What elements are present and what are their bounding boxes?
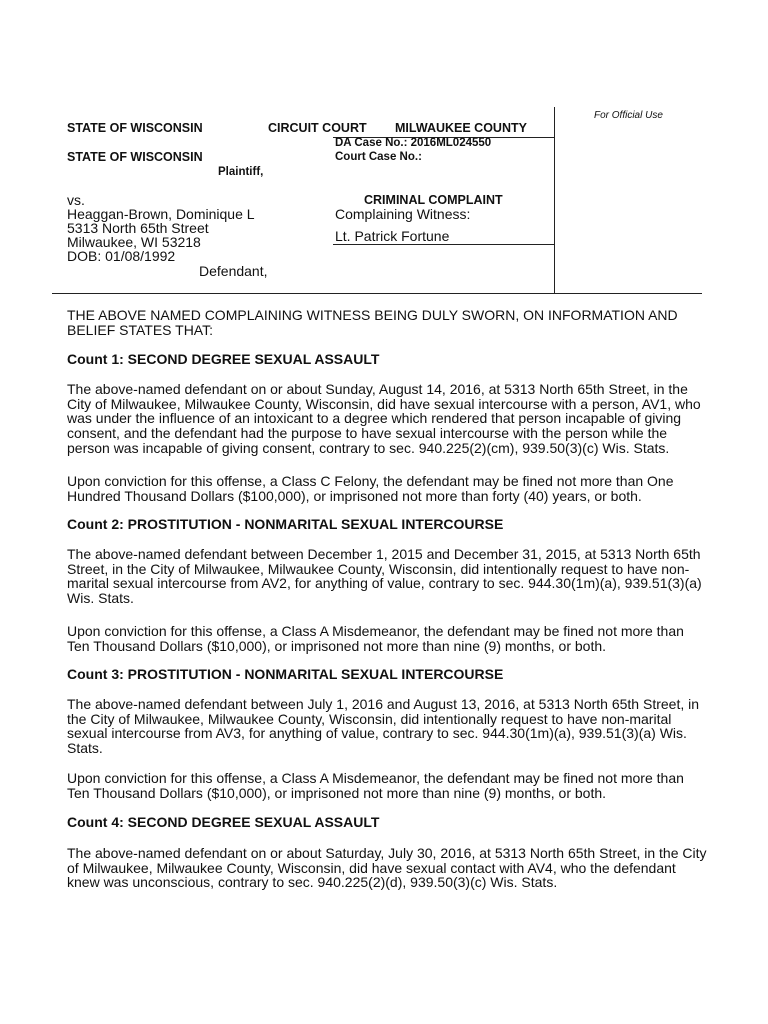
count-2-penalty xyxy=(67,624,684,653)
text-line: of Milwaukee, Milwaukee County, Wisconsin, did have sexual contact with AV4, who the defendant xyxy=(67,859,676,876)
text-line: The above-named defendant between December 1, 2015 and December 31, 2015, at 5313 North 65th xyxy=(67,546,701,562)
text-line: The above-named defendant on or about Sunday, August 14, 2016, at 5313 North 65th Street, in the xyxy=(67,381,688,397)
text-line: the City of Milwaukee, Milwaukee County, Wisconsin, did intentionally request to have non-marital xyxy=(67,710,672,727)
defendant-address-city: Milwaukee, WI 53218 xyxy=(67,234,201,250)
text-line: Upon conviction for this offense, a Class A Misdemeanor, the defendant may be fined not more than xyxy=(67,770,684,786)
count-1-charge xyxy=(67,382,701,456)
divider xyxy=(554,107,555,293)
state-label: STATE OF WISCONSIN xyxy=(67,121,203,135)
count-4-heading: Count 4: SECOND DEGREE SEXUAL ASSAULT xyxy=(67,814,380,830)
da-case-number: DA Case No.: 2016ML024550 xyxy=(335,137,492,149)
text-line: consent, and the defendant had the purpose to have sexual intercourse with the person while the xyxy=(67,425,668,442)
text-line: City of Milwaukee, Milwaukee County, Wisconsin, did have sexual intercourse with a person, AV1, who xyxy=(67,395,701,412)
text-line: was under the influence of an intoxicant to a degree which rendered that person incapable of giving xyxy=(67,410,682,427)
text-line: Hundred Thousand Dollars ($100,000), or imprisoned not more than forty (40) years, or both. xyxy=(67,487,642,504)
count-3-charge xyxy=(67,697,699,756)
plaintiff-name: STATE OF WISCONSIN xyxy=(67,150,203,164)
vs-label: vs. xyxy=(67,192,85,208)
text-line: The above-named defendant on or about Saturday, July 30, 2016, at 5313 North 65th Street, in the City xyxy=(67,845,707,861)
count-4-charge xyxy=(67,846,707,890)
county-label: MILWAUKEE COUNTY xyxy=(395,121,527,135)
count-1-heading: Count 1: SECOND DEGREE SEXUAL ASSAULT xyxy=(67,351,380,367)
witness-name: Lt. Patrick Fortune xyxy=(335,228,450,244)
text-line: Upon conviction for this offense, a Class C Felony, the defendant may be fined not more than One xyxy=(67,473,674,489)
text-line: Street, in the City of Milwaukee, Milwaukee County, Wisconsin, did intentionally request to have non- xyxy=(67,560,690,577)
defendant-address-street: 5313 North 65th Street xyxy=(67,220,209,236)
official-use-label: For Official Use xyxy=(594,110,663,121)
text-line: knew was unconscious, contrary to sec. 940.225(2)(d), 939.50(3)(c) Wis. Stats. xyxy=(67,874,558,891)
divider xyxy=(333,244,554,245)
text-line: marital sexual intercourse from AV2, for anything of value, contrary to sec. 944.30(1m)(a), 939.51(3)(a) xyxy=(67,575,702,592)
text-line: Stats. xyxy=(67,740,103,757)
text-line: Wis. Stats. xyxy=(67,590,134,607)
count-1-penalty xyxy=(67,474,674,503)
defendant-name: Heaggan-Brown, Dominique L xyxy=(67,206,255,222)
text-line: person was incapable of giving consent, contrary to sec. 940.225(2)(cm), 939.50(3)(c) Wis. Stats. xyxy=(67,439,670,456)
text-line: The above-named defendant between July 1, 2016 and August 13, 2016, at 5313 North 65th Street, in xyxy=(67,696,700,712)
text-line: sexual intercourse from AV3, for anything of value, contrary to sec. 944.30(1m)(a), 939.51(3)(a) Wis. xyxy=(67,725,687,742)
witness-label: Complaining Witness: xyxy=(335,206,471,222)
complaint-title: CRIMINAL COMPLAINT xyxy=(364,193,503,207)
count-3-heading: Count 3: PROSTITUTION - NONMARITAL SEXUAL INTERCOURSE xyxy=(67,666,504,682)
text-line: Ten Thousand Dollars ($10,000), or imprisoned not more than nine (9) months, or both. xyxy=(67,784,607,801)
defendant-dob: DOB: 01/08/1992 xyxy=(67,248,176,264)
defendant-label: Defendant, xyxy=(199,263,268,279)
divider xyxy=(52,293,702,294)
text-line: Upon conviction for this offense, a Class A Misdemeanor, the defendant may be fined not more than xyxy=(67,623,684,639)
text-line: BELIEF STATES THAT: xyxy=(67,321,213,338)
plaintiff-label: Plaintiff, xyxy=(218,166,264,178)
intro-paragraph xyxy=(67,308,678,337)
court-case-number: Court Case No.: xyxy=(335,151,422,163)
court-label: CIRCUIT COURT xyxy=(268,121,367,135)
count-2-charge xyxy=(67,547,702,606)
count-2-heading: Count 2: PROSTITUTION - NONMARITAL SEXUAL INTERCOURSE xyxy=(67,516,504,532)
count-3-penalty xyxy=(67,771,684,800)
text-line: Ten Thousand Dollars ($10,000), or imprisoned not more than nine (9) months, or both. xyxy=(67,637,607,654)
text-line: THE ABOVE NAMED COMPLAINING WITNESS BEING DULY SWORN, ON INFORMATION AND xyxy=(67,307,678,323)
